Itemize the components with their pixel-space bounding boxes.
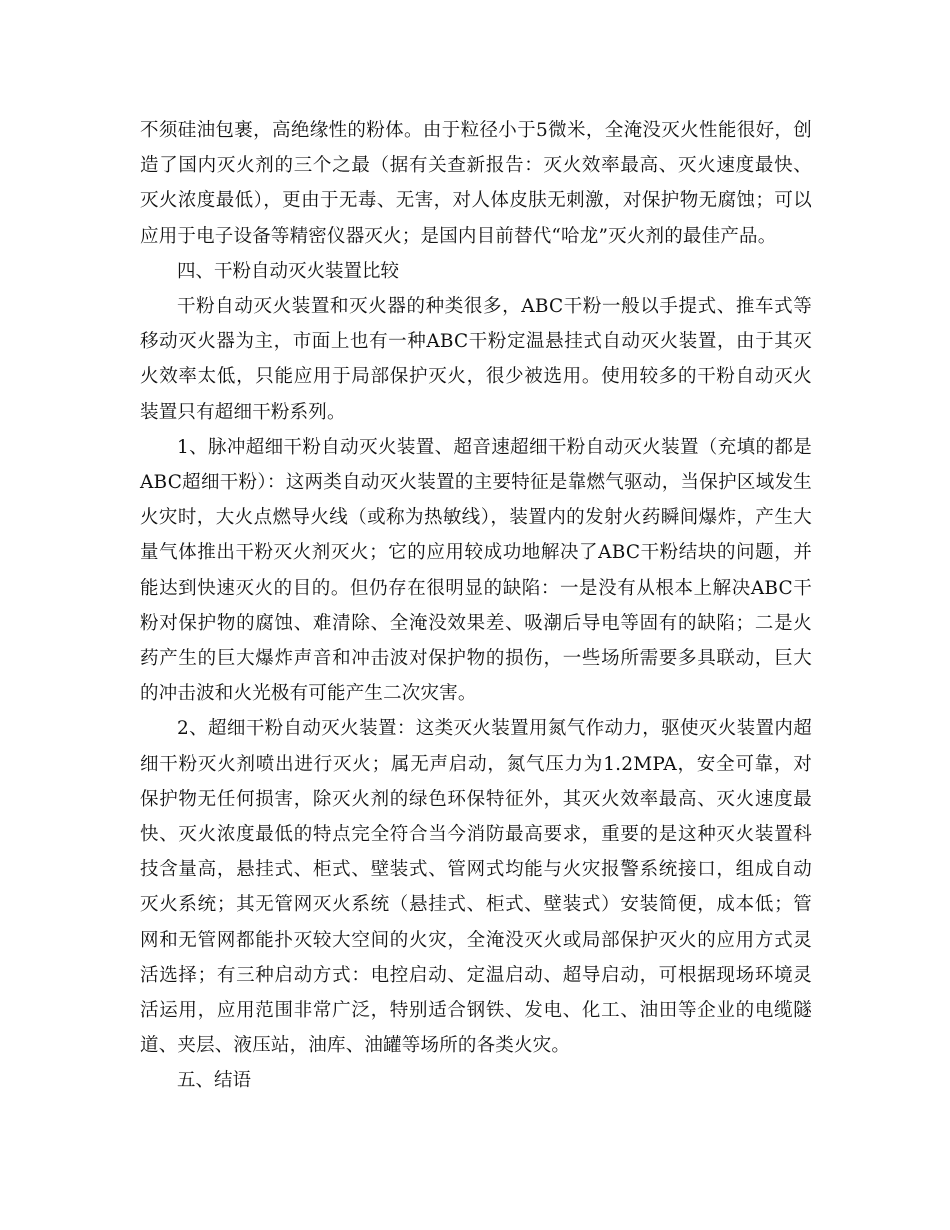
document-body: [140, 113, 812, 1099]
section-heading-comparison: 四、干粉自动灭火装置比较: [177, 260, 400, 282]
paragraph-item-1: 1、脉冲超细干粉自动灭火装置、超音速超细干粉自动灭火装置（充填的都是ABC超细干粉）：这两类自动灭火装置的主要特征是靠燃气驱动，当保护区域发生火灾时，大火点燃导火线（或称为热敏线），装置内的发射火药瞬间爆炸，产生大量气体推出干粉灭火剂灭火；它的应用较成功地解决了ABC干粉结块的问题，并能达到快速灭火的目的。但仍存在很明显的缺陷：一是没有从根本上解决ABC干粉对保护物的腐蚀、难清除、全淹没效果差、吸潮后导电等固有的缺陷；二是火药产生的巨大爆炸声音和冲击波对保护物的损伤，一些场所需要多具联动，巨大的冲击波和火光极有可能产生二次灾害。: [140, 436, 812, 705]
paragraph-overview: 干粉自动灭火装置和灭火器的种类很多，ABC干粉一般以手提式、推车式等移动灭火器为主，市面上也有一种ABC干粉定温悬挂式自动灭火装置，由于其灭火效率太低，只能应用于局部保护灭火，很少被选用。使用较多的干粉自动灭火装置只有超细干粉系列。: [140, 296, 812, 423]
paragraph-continuation: 不须硅油包裹，高绝缘性的粉体。由于粒径小于5微米，全淹没灭火性能很好，创造了国内灭火剂的三个之最（据有关查新报告：灭火效率最高、灭火速度最快、灭火浓度最低），更由于无毒、无害，对人体皮肤无刺激，对保护物无腐蚀；可以应用于电子设备等精密仪器灭火；是国内目前替代“哈龙”灭火剂的最佳产品。: [140, 120, 812, 247]
paragraph-item-2: 2、超细干粉自动灭火装置：这类灭火装置用氮气作动力，驱使灭火装置内超细干粉灭火剂喷出进行灭火；属无声启动，氮气压力为1.2MPA，安全可靠，对保护物无任何损害，除灭火剂的绿色环保特征外，其灭火效率最高、灭火速度最快、灭火浓度最低的特点完全符合当今消防最高要求，重要的是这种灭火装置科技含量高，悬挂式、柜式、壁装式、管网式均能与火灾报警系统接口，组成自动灭火系统；其无管网灭火系统（悬挂式、柜式、壁装式）安装简便，成本低；管网和无管网都能扑灭较大空间的火灾，全淹没灭火或局部保护灭火的应用方式灵活选择；有三种启动方式：电控启动、定温启动、超导启动，可根据现场环境灵活运用，应用范围非常广泛，特别适合钢铁、发电、化工、油田等企业的电缆隧道、夹层、液压站，油库、油罐等场所的各类火灾。: [140, 718, 812, 1057]
section-heading-conclusion: 五、结语: [177, 1070, 252, 1092]
